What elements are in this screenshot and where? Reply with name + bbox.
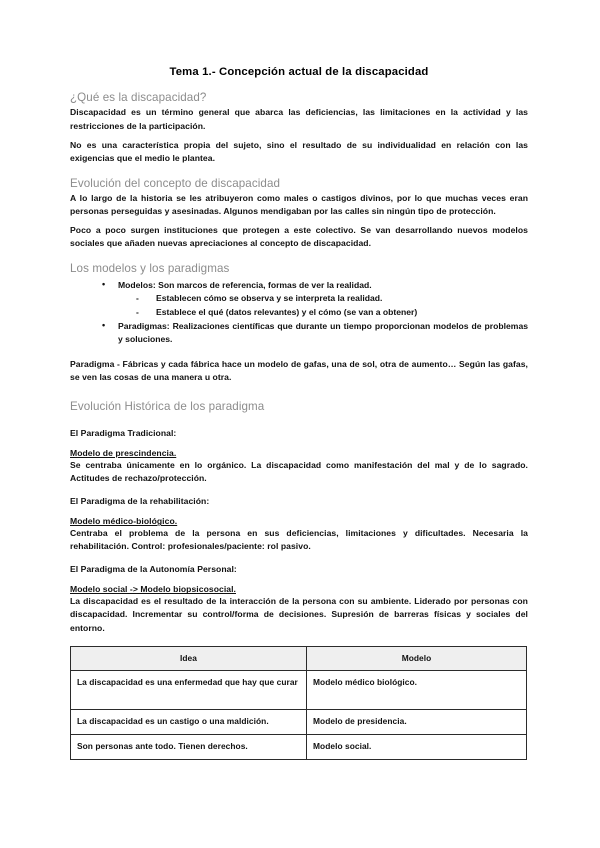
paragraph: Se centraba únicamente en lo orgánico. La discapacidad como manifestación del mal y de lo sagrado. Actitudes de rechazo/protección. <box>70 460 528 484</box>
table-header-row <box>71 646 527 670</box>
table-row <box>71 734 527 759</box>
paragraph: Centraba el problema de la persona en sus deficiencias, limitaciones y dificultades. Necesaria la rehabilitación. Control: profesionales/paciente: rol pasivo. <box>70 528 528 552</box>
table-header-idea: Idea <box>71 646 307 670</box>
model-title-medico-biologico: Modelo médico-biológico. <box>70 516 178 527</box>
section-heading-evolucion-historica: Evolución Histórica de los paradigma <box>70 399 265 413</box>
model-title-prescindencia: Modelo de prescindencia. <box>70 448 177 459</box>
list-item: - Establece el qué (datos relevantes) y el cómo (se van a obtener) <box>118 306 528 319</box>
table-cell-modelo: Modelo social. <box>307 734 527 759</box>
section-heading-evolucion-del-concepto: Evolución del concepto de discapacidad <box>70 176 281 190</box>
table-cell-idea: La discapacidad es un castigo o una maldición. <box>71 709 307 734</box>
idea-modelo-table <box>70 646 527 761</box>
table-header-modelo: Modelo <box>307 646 527 670</box>
paragraph: Paradigma - Fábricas y cada fábrica hace un modelo de gafas, una de sol, otra de aumento… Según las gafas, se ven las cosas de una manera u otra. <box>70 358 528 382</box>
paragraph: Poco a poco surgen instituciones que protegen a este colectivo. Se van desarrollando nuevos modelos sociales que añaden nuevas apreciaciones al concepto de discapacidad. <box>70 225 528 249</box>
table-cell-idea: Son personas ante todo. Tienen derechos. <box>71 734 307 759</box>
paragraph: La discapacidad es el resultado de la interacción de la persona con su ambiente. Liderado por personas con discapacidad. Incrementar su control/forma de decisiones. Supresión de barreras físicas y sociales del entorno. <box>70 596 528 633</box>
models-bullet-list <box>70 279 528 347</box>
model-title-social-biopsicosocial: Modelo social -> Modelo biopsicosocial. <box>70 584 236 595</box>
section-heading-que-es-la-discapacidad: ¿Qué es la discapacidad? <box>70 91 207 104</box>
table-cell-modelo: Modelo médico biológico. <box>307 670 527 709</box>
page-title: Tema 1.- Concepción actual de la discapacidad <box>169 66 429 78</box>
section-heading-los-modelos-y-los-paradigmas: Los modelos y los paradigmas <box>70 262 230 276</box>
paradigm-label-autonomia-personal: El Paradigma de la Autonomía Personal: <box>70 564 237 575</box>
table-row <box>71 670 527 709</box>
list-item <box>70 279 528 319</box>
list-item: - Establecen cómo se observa y se interpreta la realidad. <box>118 292 528 305</box>
paradigm-label-rehabilitacion: El Paradigma de la rehabilitación: <box>70 496 210 507</box>
paradigm-label-tradicional: El Paradigma Tradicional: <box>70 428 177 439</box>
table-row <box>71 709 527 734</box>
paragraph: A lo largo de la historia se les atribuyeron como males o castigos divinos, por lo que muchas veces eran personas perseguidas y asesinadas. Algunos mendigaban por las calles sin ningún tipo de protección. <box>70 193 528 217</box>
paragraph: No es una característica propia del sujeto, sino el resultado de su individualidad en relación con las exigencias que el medio le plantea. <box>70 139 528 163</box>
list-item: • Paradigmas: Realizaciones científicas que durante un tiempo proporcionan modelos de problemas y soluciones. <box>70 320 528 347</box>
table-cell-modelo: Modelo de presidencia. <box>307 709 527 734</box>
paragraph: Discapacidad es un término general que abarca las deficiencias, las limitaciones en la actividad y las restricciones de la participación. <box>70 107 528 131</box>
models-sub-list <box>118 292 528 319</box>
list-item-label: Modelos: Son marcos de referencia, formas de ver la realidad. <box>118 279 372 290</box>
table-cell-idea: La discapacidad es una enfermedad que hay que curar <box>71 670 307 709</box>
